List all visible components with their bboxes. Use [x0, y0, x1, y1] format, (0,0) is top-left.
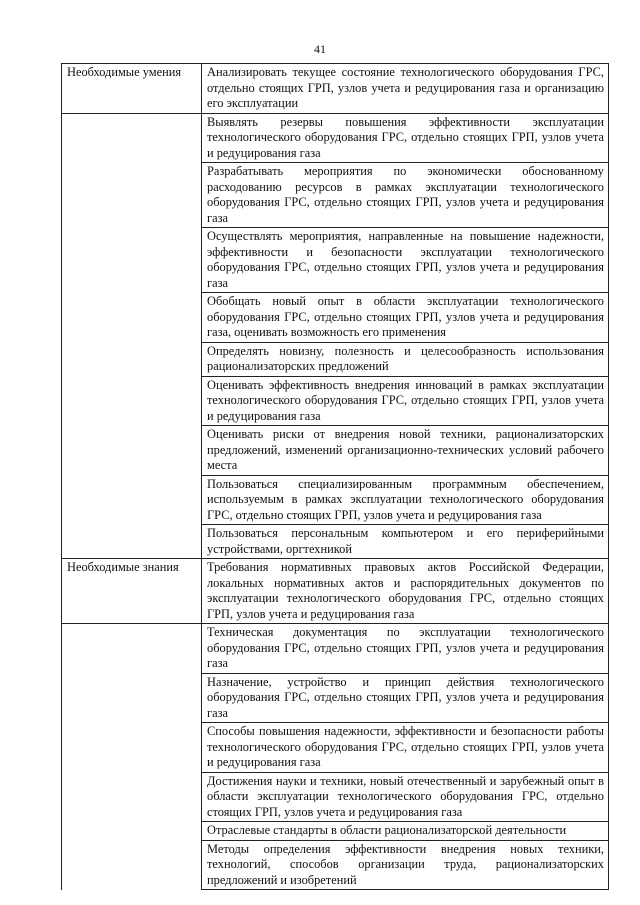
- section-label-spacer: [62, 293, 202, 343]
- table-row: [62, 822, 609, 841]
- table-row: [62, 559, 609, 624]
- section-label: Необходимые умения: [62, 64, 202, 114]
- section-label-spacer: [62, 673, 202, 723]
- requirement-text: Методы определения эффективности внедрения новых техники, технологий, способов организации труда, рационализаторских предложений и изобретений: [202, 840, 609, 890]
- requirement-text: Способы повышения надежности, эффективности и безопасности работы технологического оборудования ГРС, отдельно стоящих ГРП, узлов учета и редуцирования газа: [202, 723, 609, 773]
- table-row: [62, 840, 609, 890]
- table-row: [62, 376, 609, 426]
- requirement-text: Оценивать эффективность внедрения инноваций в рамках эксплуатации технологического оборудования ГРС, отдельно стоящих ГРП, узлов учета и редуцирования газа: [202, 376, 609, 426]
- section-label-spacer: [62, 113, 202, 163]
- table-row: [62, 475, 609, 525]
- section-label-spacer: [62, 475, 202, 525]
- table-row: [62, 293, 609, 343]
- table-row: [62, 163, 609, 228]
- table-row: [62, 723, 609, 773]
- table-row: [62, 113, 609, 163]
- requirement-text: Обобщать новый опыт в области эксплуатации технологического оборудования ГРС, отдельно стоящих ГРП, узлов учета и редуцирования газа, оценивать возможность его применения: [202, 293, 609, 343]
- requirement-text: Техническая документация по эксплуатации технологического оборудования ГРС, отдельно стоящих ГРП, узлов учета и редуцирования газа: [202, 624, 609, 674]
- page-number: 41: [314, 42, 326, 56]
- section-label-spacer: [62, 772, 202, 822]
- requirement-text: Оценивать риски от внедрения новой техники, рационализаторских предложений, изменений организационно-технических условий рабочего места: [202, 426, 609, 476]
- table-row: [62, 525, 609, 559]
- table-row: [62, 64, 609, 114]
- requirement-text: Отраслевые стандарты в области рационализаторской деятельности: [202, 822, 609, 841]
- section-label-spacer: [62, 525, 202, 559]
- section-label-spacer: [62, 426, 202, 476]
- table-row: [62, 228, 609, 293]
- requirement-text: Анализировать текущее состояние технологического оборудования ГРС, отдельно стоящих ГРП, узлов учета и редуцирования газа и организацию его эксплуатации: [202, 64, 609, 114]
- table-row: [62, 624, 609, 674]
- competency-table: [61, 63, 609, 890]
- section-label-spacer: [62, 624, 202, 674]
- table-row: [62, 426, 609, 476]
- competency-table-body: [62, 64, 609, 890]
- requirement-text: Выявлять резервы повышения эффективности эксплуатации технологического оборудования ГРС, отдельно стоящих ГРП, узлов учета и редуцирования газа: [202, 113, 609, 163]
- section-label-spacer: [62, 376, 202, 426]
- section-label-spacer: [62, 228, 202, 293]
- section-label-spacer: [62, 342, 202, 376]
- section-label: Необходимые знания: [62, 559, 202, 624]
- section-label-spacer: [62, 163, 202, 228]
- section-label-spacer: [62, 822, 202, 841]
- table-row: [62, 342, 609, 376]
- section-label-spacer: [62, 723, 202, 773]
- requirement-text: Назначение, устройство и принцип действия технологического оборудования ГРС, отдельно стоящих ГРП, узлов учета и редуцирования газа: [202, 673, 609, 723]
- requirement-text: Достижения науки и техники, новый отечественный и зарубежный опыт в области эксплуатации технологического оборудования ГРС, отдельно стоящих ГРП, узлов учета и редуцирования газа: [202, 772, 609, 822]
- requirement-text: Разрабатывать мероприятия по экономически обоснованному расходованию ресурсов в рамках эксплуатации технологического оборудования ГРС, отдельно стоящих ГРП, узлов учета и редуцирования газа: [202, 163, 609, 228]
- section-label-spacer: [62, 840, 202, 890]
- requirement-text: Осуществлять мероприятия, направленные на повышение надежности, эффективности и безопасности эксплуатации технологического оборудования ГРС, отдельно стоящих ГРП, узлов учета и редуцирования газа: [202, 228, 609, 293]
- requirement-text: Требования нормативных правовых актов Российской Федерации, локальных нормативных актов и распорядительных документов по эксплуатации технологического оборудования ГРС, отдельно стоящих ГРП, узлов учета и редуцирования газа: [202, 559, 609, 624]
- requirement-text: Пользоваться персональным компьютером и его периферийными устройствами, оргтехникой: [202, 525, 609, 559]
- requirement-text: Определять новизну, полезность и целесообразность использования рационализаторских предложений: [202, 342, 609, 376]
- requirement-text: Пользоваться специализированным программным обеспечением, используемым в рамках эксплуатации технологического оборудования ГРС, отдельно стоящих ГРП, узлов учета и редуцирования газа: [202, 475, 609, 525]
- table-row: [62, 772, 609, 822]
- table-row: [62, 673, 609, 723]
